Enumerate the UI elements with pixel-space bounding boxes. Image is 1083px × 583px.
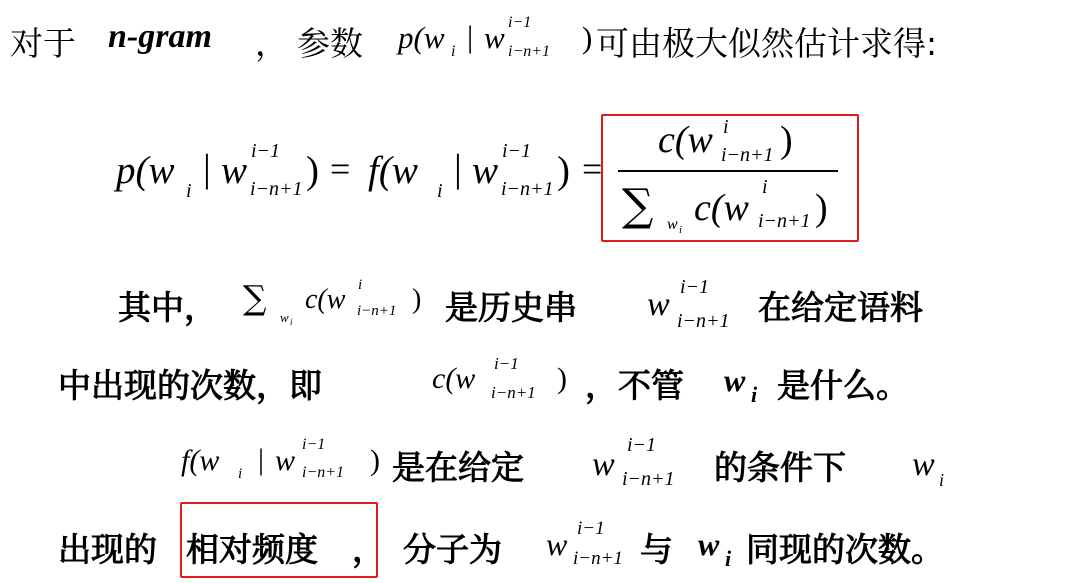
intro-bar: | bbox=[467, 19, 474, 54]
para1-c-close: ) bbox=[412, 284, 422, 315]
frac-den-sub: i−n+1 bbox=[758, 210, 811, 232]
intro-prefix: 对于 bbox=[10, 24, 76, 63]
intro-w-sub: i−n+1 bbox=[508, 43, 551, 60]
para1-w: w bbox=[647, 286, 670, 323]
intro-w: w bbox=[484, 20, 505, 55]
para1-w-sub: i−n+1 bbox=[677, 310, 730, 332]
para3-text2: 的条件下 bbox=[714, 448, 846, 487]
para4-w-sub: i−n+1 bbox=[573, 548, 623, 569]
frac-num-close: ) bbox=[780, 119, 793, 161]
intro-close: ) bbox=[582, 20, 593, 55]
para1-text2: 是历史串 bbox=[445, 288, 577, 327]
para1-text3: 在给定语料 bbox=[758, 288, 923, 327]
formula-eq2: = bbox=[582, 149, 603, 189]
intro-suffix: 可由极大似然估计求得: bbox=[596, 24, 938, 63]
fraction-highlight-box bbox=[601, 114, 859, 242]
para4-text2: 分子为 bbox=[403, 530, 502, 569]
para4-comma: ， bbox=[352, 530, 385, 569]
intro-p-sub: i bbox=[451, 43, 456, 60]
para3-wi-sub: i bbox=[939, 470, 945, 490]
para1-w-sup: i−1 bbox=[680, 276, 710, 298]
para3-w2: w bbox=[592, 446, 615, 483]
para1-c-sup: i bbox=[358, 277, 363, 293]
intro-w-sup: i−1 bbox=[508, 14, 532, 31]
para4-w-sup: i−1 bbox=[577, 518, 605, 539]
para4-w: w bbox=[546, 526, 568, 562]
para2-c: c(w bbox=[432, 362, 476, 395]
para1-sum-sub: w bbox=[280, 310, 289, 325]
relative-frequency-highlight-box bbox=[180, 502, 378, 578]
frac-num-c: c(w bbox=[658, 119, 713, 161]
formula-f: f(w bbox=[368, 149, 418, 192]
frac-den-c: c(w bbox=[694, 187, 749, 229]
frac-den-sum: ∑ bbox=[622, 180, 654, 231]
formula-bar1: | bbox=[203, 147, 211, 190]
para4-text3: 与 bbox=[640, 530, 673, 569]
formula-w2-sub: i−n+1 bbox=[501, 178, 554, 200]
para2-c-sub: i−n+1 bbox=[491, 383, 536, 402]
para2-text1: 中出现的次数，即 bbox=[58, 366, 322, 405]
intro-param-text: 参数 bbox=[297, 24, 363, 63]
para4-wi-sub: i bbox=[725, 546, 732, 571]
formula-w1-sup: i−1 bbox=[251, 140, 281, 162]
para4-text1: 出现的 bbox=[58, 530, 157, 569]
para4-wi: w bbox=[698, 526, 720, 562]
frac-den-close: ) bbox=[815, 187, 828, 229]
para1-c-sub: i−n+1 bbox=[357, 303, 397, 319]
formula-w2: w bbox=[472, 149, 499, 192]
formula-bar2: | bbox=[454, 147, 462, 190]
para3-close: ) bbox=[370, 444, 380, 477]
para4-text4: 同现的次数。 bbox=[746, 530, 944, 569]
ngram-label: n-gram bbox=[108, 18, 212, 55]
para3-bar: | bbox=[258, 443, 265, 476]
intro-p: p(w bbox=[398, 20, 445, 55]
formula-f-sub: i bbox=[437, 180, 443, 202]
para2-wi: w bbox=[724, 362, 746, 398]
para3-w-sup: i−1 bbox=[302, 436, 326, 453]
para2-wi-sub: i bbox=[751, 382, 758, 407]
formula-p: p(w bbox=[116, 149, 175, 192]
main-formula bbox=[0, 110, 1083, 250]
para2-text2: ，不管 bbox=[585, 366, 684, 405]
para2-text3: 是什么。 bbox=[777, 366, 909, 405]
para3-f-sub: i bbox=[238, 466, 243, 482]
para3-wi: w bbox=[912, 446, 935, 483]
para3-w-sub: i−n+1 bbox=[302, 464, 345, 481]
para3-f: f(w bbox=[181, 444, 220, 477]
para3-text1: 是在给定 bbox=[392, 448, 524, 487]
para1-sum-sub2: i bbox=[290, 317, 293, 327]
formula-close2: ) bbox=[557, 149, 570, 192]
para1-sum: ∑ bbox=[243, 278, 267, 317]
formula-w1-sub: i−n+1 bbox=[250, 178, 303, 200]
formula-w2-sup: i−1 bbox=[502, 140, 532, 162]
formula-close1: ) bbox=[306, 149, 319, 192]
para3-w: w bbox=[275, 444, 296, 477]
formula-p-sub: i bbox=[186, 180, 192, 202]
frac-den-sum-sub2: i bbox=[679, 224, 683, 236]
para2-c-close: ) bbox=[557, 362, 567, 395]
intro-comma: ， bbox=[255, 24, 288, 63]
para1-prefix: 其中， bbox=[118, 288, 217, 327]
frac-den-sum-sub: w bbox=[667, 216, 678, 233]
para1-c: c(w bbox=[305, 284, 346, 315]
para3-w2-sup: i−1 bbox=[627, 434, 657, 456]
para2-c-sup: i−1 bbox=[494, 354, 519, 373]
frac-den-sup: i bbox=[762, 176, 768, 198]
frac-num-sup: i bbox=[723, 116, 729, 138]
para3-w2-sub: i−n+1 bbox=[622, 468, 675, 490]
formula-eq1: = bbox=[330, 149, 351, 189]
para4-highlight: 相对频度 bbox=[186, 530, 318, 569]
frac-num-sub: i−n+1 bbox=[721, 144, 774, 166]
formula-w1: w bbox=[221, 149, 248, 192]
